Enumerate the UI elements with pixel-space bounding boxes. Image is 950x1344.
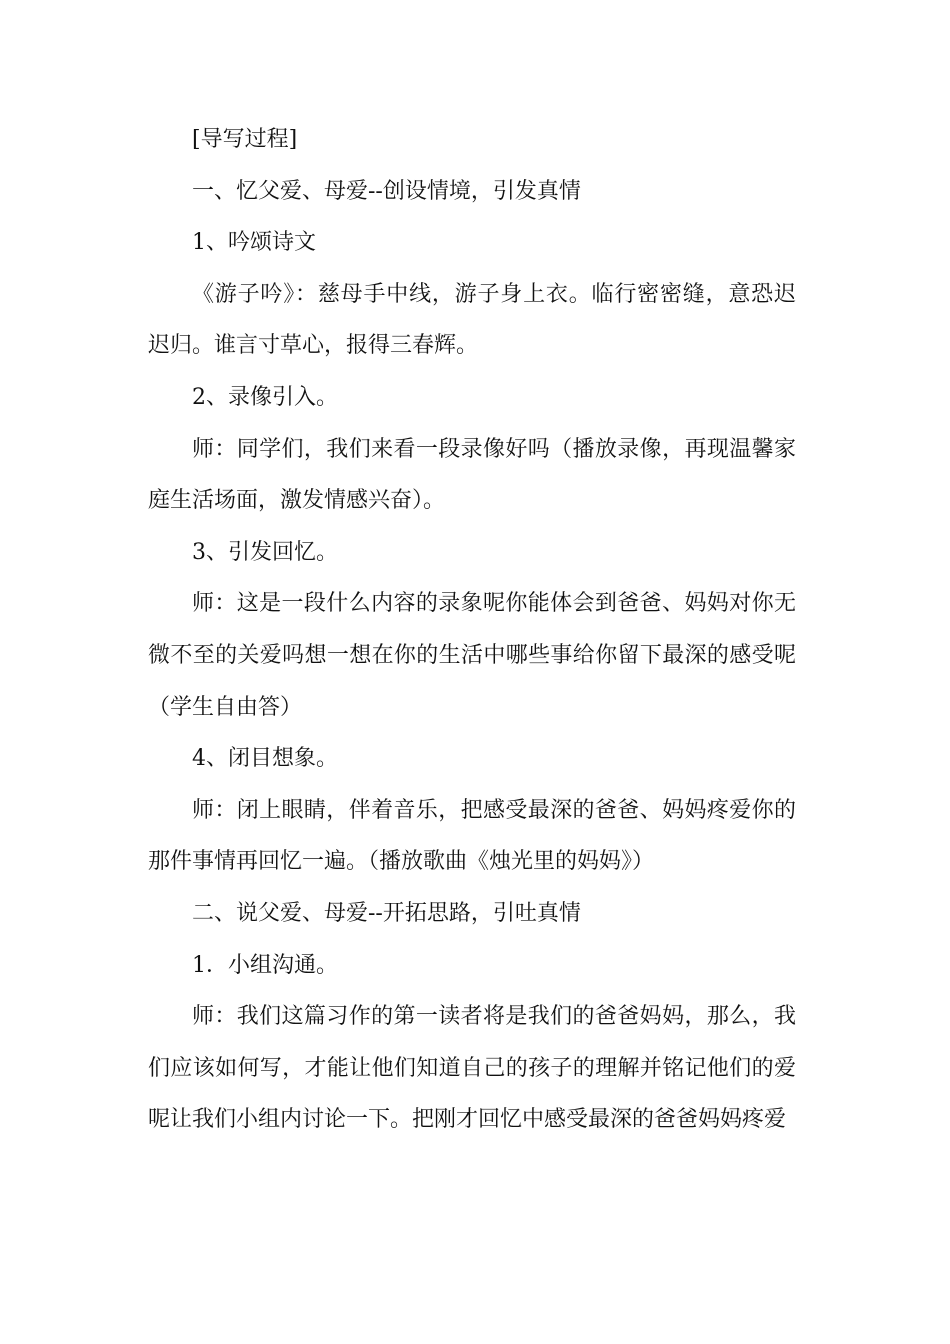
teacher-paragraph-group: 师：我们这篇习作的第一读者将是我们的爸爸妈妈，那么，我们应该如何写，才能让他们知道自己的孩子的理解并铭记他们的爱呢让我们小组内讨论一下。把刚才回忆中感受最深的爸爸妈妈疼爱 [148,1004,796,1133]
step-1-heading: 1、吟颂诗文 [192,230,316,256]
heading-guide-process: [导写过程] [192,127,298,152]
teacher-paragraph-imagine: 师：闭上眼睛，伴着音乐，把感受最深的爸爸、妈妈疼爱你的那件事情再回忆一遍。（播放歌曲《烛光里的妈妈》） [148,797,796,875]
section-heading-1: 一、忆父爱、母爱--创设情境，引发真情 [192,178,581,204]
group-step-heading: 1．小组沟通。 [192,952,338,978]
teacher-paragraph-recall: 师：这是一段什么内容的录象呢你能体会到爸爸、妈妈对你无微不至的关爱吗想一想在你的生活中哪些事给你留下最深的感受呢（学生自由答） [148,591,796,720]
poem-paragraph: 《游子吟》：慈母手中线，游子身上衣。临行密密缝，意恐迟迟归。谁言寸草心，报得三春辉。 [148,281,796,359]
step-2-heading: 2、录像引入。 [192,384,338,410]
section-heading-2: 二、说父爱、母爱--开拓思路，引吐真情 [192,900,581,926]
step-3-heading: 3、引发回忆。 [192,539,338,565]
document-body [148,114,796,1146]
step-4-heading: 4、闭目想象。 [192,746,338,772]
teacher-paragraph-video: 师：同学们，我们来看一段录像好吗（播放录像，再现温馨家庭生活场面，激发情感兴奋）。 [148,436,796,514]
